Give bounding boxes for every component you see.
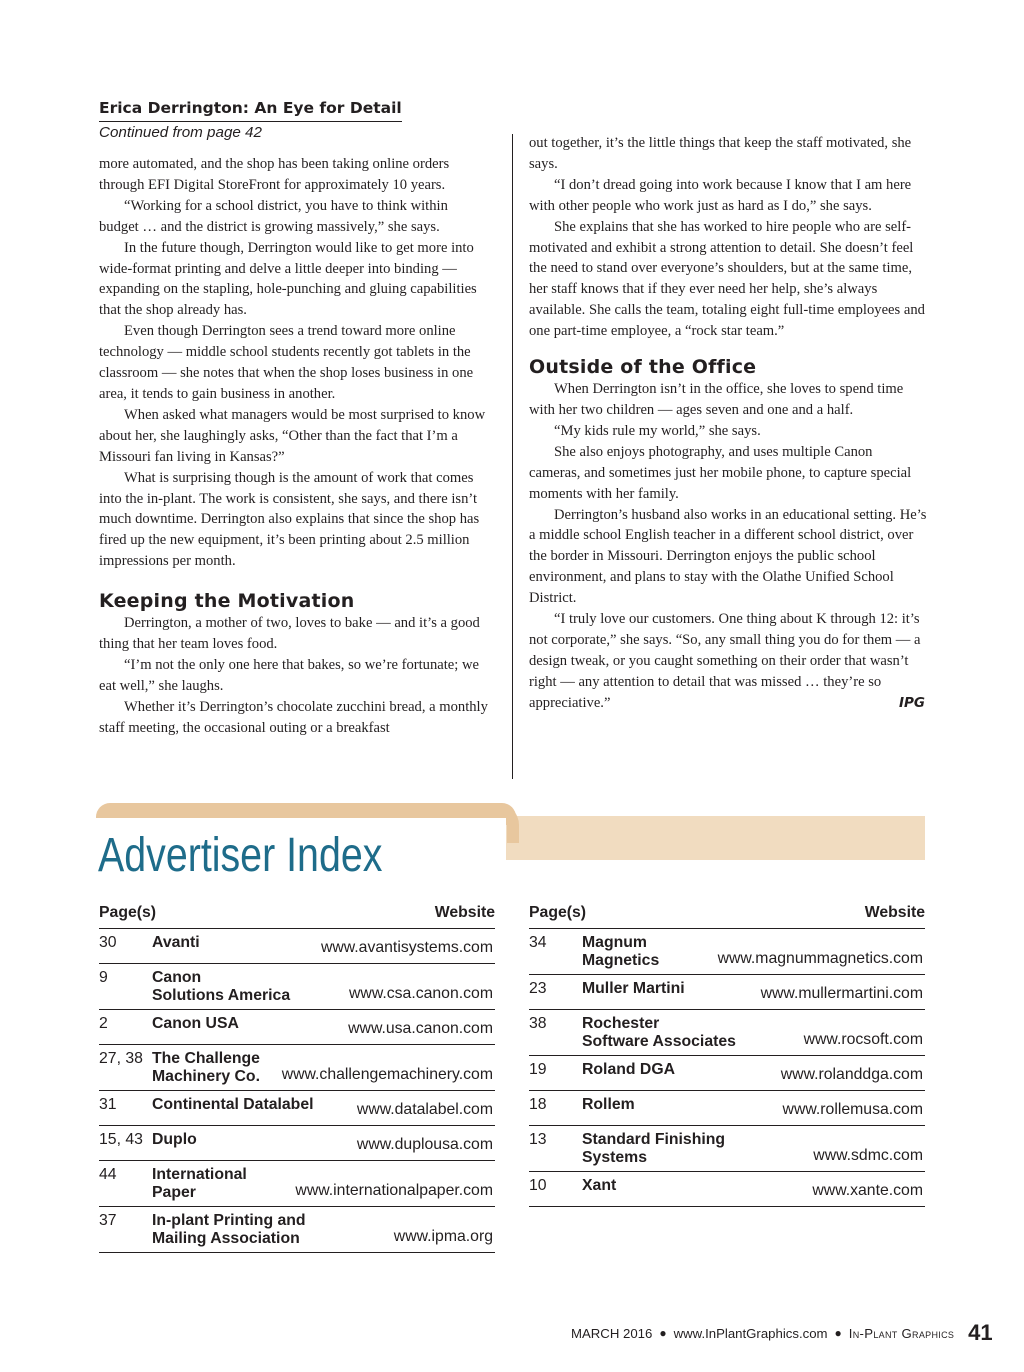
article-column-left bbox=[99, 154, 489, 739]
advertiser-table-right bbox=[529, 902, 925, 1207]
article-column-right bbox=[529, 133, 927, 714]
advertiser-website-link[interactable]: www.csa.canon.com bbox=[349, 985, 493, 1002]
article-paragraph: out together, it’s the little things that keep the staff motivated, she says. bbox=[529, 135, 912, 172]
advertiser-website-link[interactable]: www.rolanddga.com bbox=[780, 1066, 923, 1083]
footer-publication: In-Plant Graphics bbox=[848, 1325, 955, 1341]
article-paragraph: Derrington, a mother of two, loves to bake — and it’s a good thing that her team loves food. bbox=[99, 615, 480, 653]
footer-date: MARCH 2016 bbox=[571, 1325, 653, 1341]
article-paragraph: “I’m not the only one here that bakes, so we’re fortunate; we eat well,” she laughs. bbox=[99, 656, 479, 694]
advertiser-row bbox=[529, 1126, 925, 1172]
advertiser-row bbox=[529, 1010, 925, 1056]
article-paragraph: She explains that she has worked to hire people who are self-motivated and exhibit a strong attention to detail. She doesn’t feel the need to stand over everyone’s shoulders, but at the same time, her staff knows that if they ever need her help, she’s always available. She calls the team, totaling eight full-time employees and one part-time employee, a “rock star team.” bbox=[529, 218, 925, 340]
article-paragraph: In the future though, Derrington would like to get more into wide-format printing and delve a little deeper into binding — expanding on the stapling, hole-punching and gluing capabilities that the shop already has. bbox=[99, 239, 477, 319]
advertiser-website-link[interactable]: www.internationalpaper.com bbox=[295, 1182, 493, 1199]
article-paragraph: more automated, and the shop has been taking online orders through EFI Digital StoreFront for approximately 10 years. bbox=[99, 156, 450, 193]
advertiser-row bbox=[529, 1091, 925, 1126]
advertiser-website-link[interactable]: www.magnummagnetics.com bbox=[717, 950, 923, 967]
advertiser-name: In-plant Printing and Mailing Association bbox=[152, 1212, 306, 1247]
advertiser-website-link[interactable]: www.sdmc.com bbox=[813, 1147, 923, 1164]
advertiser-name: Canon Solutions America bbox=[152, 969, 291, 1004]
advertiser-website-link[interactable]: www.rollemusa.com bbox=[782, 1101, 923, 1118]
advertiser-name: Duplo bbox=[152, 1131, 197, 1148]
article-paragraph-text: “I truly love our customers. One thing about K through 12: it’s not corporate,” she says. “So, any small thing you do for them — a design tweak, or you caught something on their order that wasn’t right — any attention to detail that was missed … they’re so appreciative.” bbox=[529, 611, 921, 711]
header-website: Website bbox=[864, 904, 925, 921]
advertiser-website-link[interactable]: www.usa.canon.com bbox=[348, 1020, 493, 1037]
article-paragraph: “I don’t dread going into work because I know that I am here with other people who work just as hard as I do,” she says. bbox=[529, 176, 912, 214]
advertiser-website-link[interactable]: www.challengemachinery.com bbox=[281, 1066, 493, 1083]
advertiser-table-header bbox=[99, 902, 495, 929]
article-paragraph: “Working for a school district, you have to think within budget … and the district is growing massively,” she says. bbox=[99, 197, 448, 235]
advertiser-pages: 44 bbox=[99, 1166, 117, 1183]
advertiser-name: The Challenge Machinery Co. bbox=[152, 1050, 260, 1085]
article-paragraph: When asked what managers would be most surprised to know about her, she laughingly asks, “Other than the fact that I’m a Missouri fan living in Kansas?” bbox=[99, 406, 486, 465]
ipg-signature: IPG bbox=[899, 694, 925, 711]
advertiser-pages: 31 bbox=[99, 1096, 117, 1113]
article-paragraph: “My kids rule my world,” she says. bbox=[554, 422, 761, 439]
advertiser-pages: 15, 43 bbox=[99, 1131, 143, 1148]
article-paragraph: When Derrington isn’t in the office, she loves to spend time with her two children — ages seven and one and a half. bbox=[529, 381, 904, 418]
advertiser-name: Roland DGA bbox=[582, 1061, 676, 1078]
advertiser-pages: 34 bbox=[529, 934, 547, 951]
advertiser-pages: 2 bbox=[99, 1015, 108, 1032]
article-paragraph: What is surprising though is the amount of work that comes into the in-plant. The work is consistent, she says, and there isn’t much downtime. Derrington also explains that since the shop has fired up the new equipment, it’s been printing about 2.5 million impressions per month. bbox=[99, 469, 480, 570]
advertiser-name: Rollem bbox=[582, 1096, 635, 1113]
advertiser-row bbox=[529, 1172, 925, 1207]
bullet-icon: ● bbox=[659, 1326, 667, 1340]
advertiser-name: Canon USA bbox=[152, 1015, 239, 1032]
advertiser-website-link[interactable]: www.avantisystems.com bbox=[320, 939, 493, 956]
article-paragraph: Even though Derrington sees a trend toward more online technology — middle school students recently got tablets in the classroom — she notes that when the shop loses business in one area, it tends to gain business in another. bbox=[99, 323, 474, 402]
article-paragraph: She also enjoys photography, and uses multiple Canon cameras, and sometimes just her mobile phone, to capture special moments with her family. bbox=[529, 443, 912, 502]
advertiser-pages: 19 bbox=[529, 1061, 547, 1078]
subhead-keeping-motivation: Keeping the Motivation bbox=[99, 590, 355, 613]
advertiser-row bbox=[99, 1126, 495, 1161]
advertiser-name: Xant bbox=[582, 1177, 617, 1194]
advertiser-website-link[interactable]: www.rocsoft.com bbox=[803, 1031, 923, 1048]
advertiser-website-link[interactable]: www.xante.com bbox=[812, 1182, 923, 1199]
advertiser-name: International Paper bbox=[152, 1166, 247, 1201]
footer-url[interactable]: www.InPlantGraphics.com bbox=[673, 1325, 828, 1341]
subhead-outside-office: Outside of the Office bbox=[529, 356, 757, 379]
advertiser-row bbox=[99, 1045, 495, 1091]
advertiser-pages: 23 bbox=[529, 980, 547, 997]
advertiser-rows-right bbox=[529, 929, 925, 1207]
advertiser-row bbox=[529, 929, 925, 975]
advertiser-pages: 30 bbox=[99, 934, 117, 951]
advertiser-row bbox=[99, 1161, 495, 1207]
advertiser-row bbox=[529, 975, 925, 1010]
advertiser-table-header bbox=[529, 902, 925, 929]
advertiser-index-title: Advertiser Index bbox=[98, 829, 383, 882]
advertiser-row bbox=[99, 929, 495, 964]
page-footer bbox=[571, 1318, 993, 1348]
advertiser-table-left bbox=[99, 902, 495, 1253]
page-number: 41 bbox=[968, 1320, 993, 1345]
advertiser-rows-left bbox=[99, 929, 495, 1253]
header-pages: Page(s) bbox=[99, 904, 157, 921]
column-divider bbox=[512, 134, 513, 779]
advertiser-name: Rochester Software Associates bbox=[582, 1015, 736, 1050]
header-website: Website bbox=[434, 904, 495, 921]
article-title: Erica Derrington: An Eye for Detail bbox=[99, 99, 402, 122]
advertiser-name: Muller Martini bbox=[582, 980, 685, 997]
advertiser-pages: 38 bbox=[529, 1015, 547, 1032]
advertiser-pages: 37 bbox=[99, 1212, 117, 1229]
article-paragraph: Derrington’s husband also works in an educational setting. He’s a middle school English teacher in a different school district, over the border in Missouri. Derrington enjoys the public school environment, and plans to stay with the Olathe Unified School District. bbox=[529, 506, 927, 607]
advertiser-name: Standard Finishing Systems bbox=[582, 1131, 726, 1166]
advertiser-pages: 10 bbox=[529, 1177, 547, 1194]
advertiser-website-link[interactable]: www.datalabel.com bbox=[356, 1101, 493, 1118]
advertiser-name: Avanti bbox=[152, 934, 200, 951]
advertiser-website-link[interactable]: www.ipma.org bbox=[393, 1228, 493, 1245]
advertiser-row bbox=[99, 1010, 495, 1045]
advertiser-pages: 13 bbox=[529, 1131, 547, 1148]
continued-from-note: Continued from page 42 bbox=[99, 124, 262, 141]
article-paragraph bbox=[529, 609, 927, 714]
advertiser-name: Magnum Magnetics bbox=[582, 934, 660, 969]
banner-band bbox=[505, 816, 925, 860]
advertiser-row bbox=[99, 1091, 495, 1126]
advertiser-row bbox=[99, 964, 495, 1010]
advertiser-website-link[interactable]: www.mullermartini.com bbox=[760, 985, 923, 1002]
advertiser-pages: 9 bbox=[99, 969, 108, 986]
header-pages: Page(s) bbox=[529, 904, 587, 921]
advertiser-website-link[interactable]: www.duplousa.com bbox=[356, 1136, 493, 1153]
advertiser-pages: 18 bbox=[529, 1096, 547, 1113]
advertiser-name: Continental Datalabel bbox=[152, 1096, 314, 1113]
advertiser-row bbox=[529, 1056, 925, 1091]
bullet-icon: ● bbox=[834, 1326, 842, 1340]
article-paragraph: Whether it’s Derrington’s chocolate zucchini bread, a monthly staff meeting, the occasional outing or a breakfast bbox=[99, 698, 488, 736]
advertiser-row bbox=[99, 1207, 495, 1253]
advertiser-pages: 27, 38 bbox=[99, 1050, 143, 1067]
